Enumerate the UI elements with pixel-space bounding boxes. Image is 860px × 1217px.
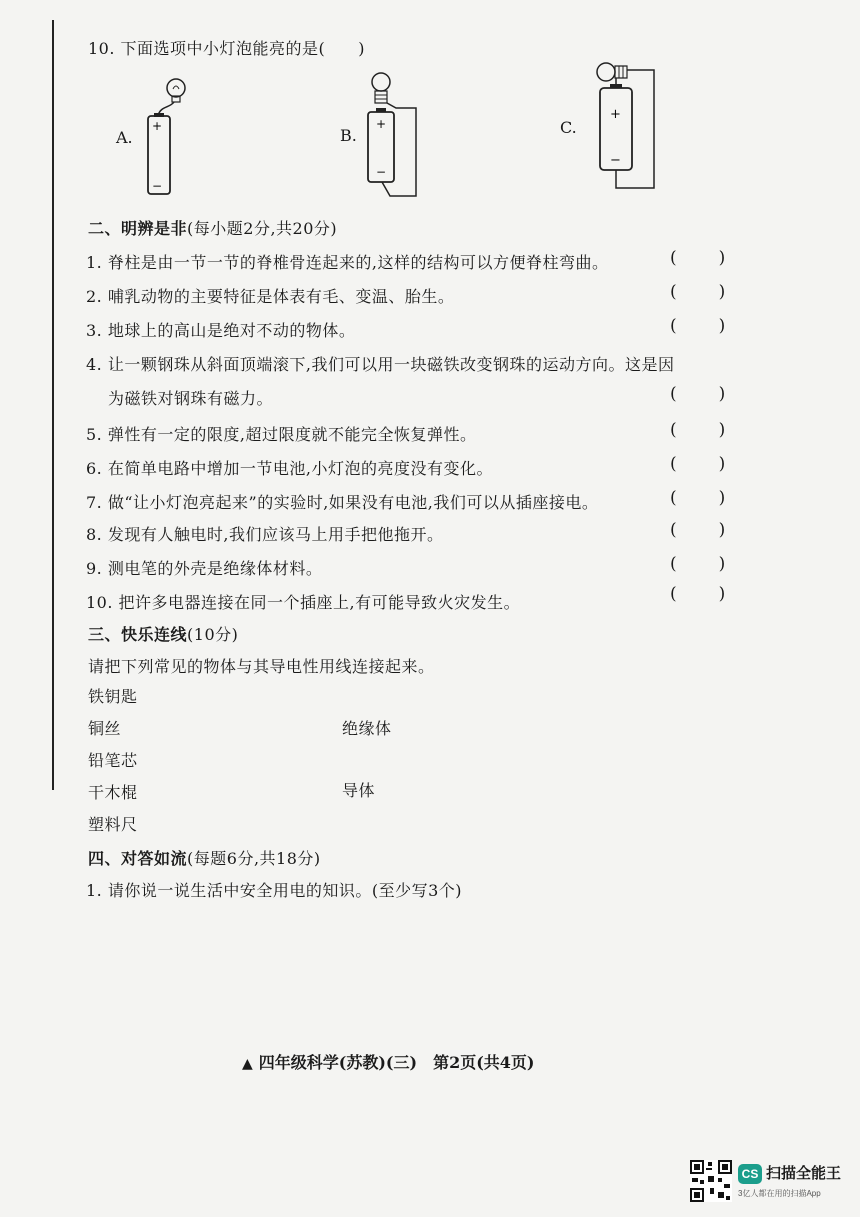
- tf-item-5: 5. 弹性有一定的限度,超过限度就不能完全恢复弹性。: [86, 425, 477, 444]
- section-4-title: 四、对答如流: [88, 849, 188, 868]
- tf-item-6: 6. 在简单电路中增加一节电池,小灯泡的亮度没有变化。: [86, 459, 493, 478]
- answer-blank-10[interactable]: ( ): [670, 584, 726, 604]
- answer-blank-9[interactable]: ( ): [670, 554, 726, 574]
- minus-sign: −: [152, 179, 163, 193]
- answer-blank-8[interactable]: ( ): [670, 520, 726, 540]
- tf-item-8: 8. 发现有人触电时,我们应该马上用手把他拖开。: [86, 525, 444, 544]
- section-4-score: (每题6分,共18分): [187, 849, 321, 868]
- tf-item-4-cont: 为磁铁对钢珠有磁力。: [108, 389, 274, 408]
- tf-item-10: 10. 把许多电器连接在同一个插座上,有可能导致火灾发生。: [86, 593, 521, 612]
- plus-sign: +: [610, 107, 621, 122]
- section-3-heading: [88, 622, 238, 645]
- section-2-heading: [88, 216, 337, 239]
- section-4-heading: [88, 846, 321, 869]
- section-4-question-1: 1. 请你说一说生活中安全用电的知识。(至少写3个): [86, 881, 463, 900]
- answer-blank-4[interactable]: ( ): [670, 384, 726, 404]
- answer-blank-6[interactable]: ( ): [670, 454, 726, 474]
- plus-sign: +: [376, 117, 387, 131]
- tf-item-9: 9. 测电笔的外壳是绝缘体材料。: [86, 559, 323, 578]
- circuit-figure-b: [360, 70, 430, 200]
- category-item: 导体: [342, 781, 376, 800]
- footer-text: 四年级科学(苏教)(三) 第2页(共4页): [258, 1053, 535, 1072]
- brand-name: 扫描全能王: [766, 1165, 842, 1182]
- object-item: 干木棍: [88, 783, 138, 802]
- tf-item-4: 4. 让一颗钢珠从斜面顶端滚下,我们可以用一块磁铁改变钢珠的运动方向。这是因: [86, 355, 675, 374]
- option-b-label: B.: [340, 126, 357, 145]
- option-c-label: C.: [560, 118, 577, 137]
- minus-sign: −: [376, 165, 387, 179]
- page-footer: [242, 1050, 534, 1073]
- circuit-figure-a: [140, 70, 200, 200]
- tf-item-2: 2. 哺乳动物的主要特征是体表有毛、变温、胎生。: [86, 287, 455, 306]
- option-a-label: A.: [116, 128, 133, 147]
- tf-item-1: 1. 脊柱是由一节一节的脊椎骨连起来的,这样的结构可以方便脊柱弯曲。: [86, 253, 609, 272]
- circuit-figure-c: [586, 58, 666, 198]
- answer-blank-1[interactable]: ( ): [670, 248, 726, 268]
- margin-line: [52, 20, 54, 790]
- scanner-watermark: [690, 1160, 850, 1206]
- section-3-title: 三、快乐连线: [88, 625, 188, 644]
- plus-sign: +: [152, 119, 163, 133]
- answer-blank-2[interactable]: ( ): [670, 282, 726, 302]
- section-2-title: 二、明辨是非: [88, 219, 188, 238]
- section-3-score: (10分): [187, 625, 239, 644]
- section-3-instruction: 请把下列常见的物体与其导电性用线连接起来。: [88, 657, 435, 676]
- category-item: 绝缘体: [342, 719, 392, 738]
- tree-logo-icon: ▲: [242, 1056, 253, 1072]
- object-item: 铜丝: [88, 719, 122, 738]
- object-item: 铅笔芯: [88, 751, 138, 770]
- cs-logo-icon: CS: [738, 1164, 762, 1184]
- object-item: 铁钥匙: [88, 687, 138, 706]
- minus-sign: −: [610, 153, 621, 168]
- tf-item-3: 3. 地球上的高山是绝对不动的物体。: [86, 321, 356, 340]
- answer-blank-3[interactable]: ( ): [670, 316, 726, 336]
- tf-item-7: 7. 做“让小灯泡亮起来”的实验时,如果没有电池,我们可以从插座接电。: [86, 493, 599, 512]
- brand-slogan: 3亿人都在用的扫描App: [738, 1189, 821, 1198]
- answer-blank-5[interactable]: ( ): [670, 420, 726, 440]
- section-2-score: (每小题2分,共20分): [187, 219, 338, 238]
- qr-code-icon: [690, 1160, 732, 1202]
- object-item: 塑料尺: [88, 815, 138, 834]
- question-10: 10. 下面选项中小灯泡能亮的是( ): [88, 39, 366, 58]
- answer-blank-7[interactable]: ( ): [670, 488, 726, 508]
